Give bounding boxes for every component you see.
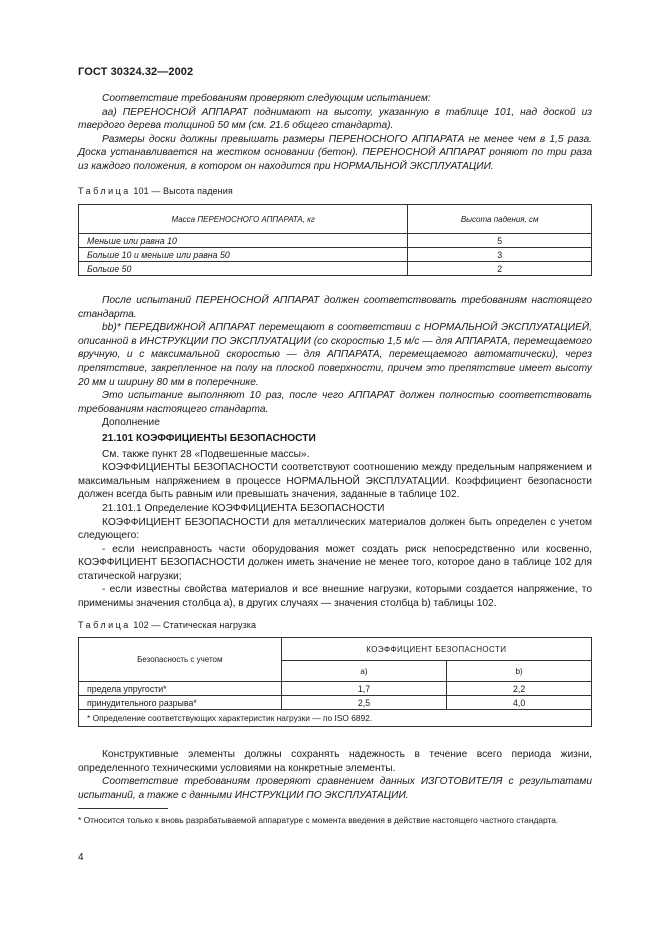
table-102-caption (78, 620, 256, 630)
footnote-separator (78, 808, 168, 809)
table-row (79, 234, 592, 248)
paragraph: аа) ПЕРЕНОСНОЙ АППАРАТ поднимают на высоту, указанную в таблице 101, над доской из твердого дерева толщиной 50 мм (см. 21.6 общего стандарта). (78, 106, 592, 132)
table-cell: Меньше или равна 10 (79, 234, 408, 248)
table-cell: 2,5 (281, 696, 447, 710)
table-note-row (79, 710, 592, 727)
table-cell: Больше 10 и меньше или равна 50 (79, 248, 408, 262)
table-row (79, 682, 592, 696)
table-header-row (79, 205, 592, 234)
test-method-section (78, 92, 592, 174)
table-row (79, 696, 592, 710)
column-group-header: КОЭФФИЦИЕНТ БЕЗОПАСНОСТИ (281, 638, 591, 661)
table-101 (78, 204, 592, 276)
paragraph: Соответствие требованиям проверяют следующим испытанием: (102, 93, 431, 104)
paragraph: 21.101.1 Определение КОЭФФИЦИЕНТА БЕЗОПАСНОСТИ (102, 502, 385, 514)
table-header-row (79, 638, 592, 661)
table-cell: 2 (408, 262, 592, 276)
table-cell: Больше 50 (79, 262, 408, 276)
paragraph: - если известны свойства материалов и все внешние нагрузки, которыми создается напряжение, то применимы значения столбца а), в других случаях — значения столбца b) таблицы 102. (78, 584, 592, 610)
table-cell: 5 (408, 234, 592, 248)
paragraph: Конструктивные элементы должны сохранять надежность в течение всего периода жизни, определенного техническими условиями на конкретные элементы. (78, 749, 592, 774)
table-caption-text: 101 — Высота падения (133, 186, 233, 196)
safety-factors-section (78, 294, 592, 611)
table-cell: 2,2 (447, 682, 592, 696)
footnote: * Относится только к вновь разрабатываемой аппаратуре с момента введения в действие настоящего частного стандарта. (78, 815, 559, 825)
column-header: Высота падения, см (408, 205, 592, 234)
paragraph: - если неисправность части оборудования может создать риск непосредственно или косвенно, КОЭФФИЦИЕНТ БЕЗОПАСНОСТИ должен иметь значение не менее того, которое дано в таблице 102 для статической нагрузки; (78, 543, 592, 582)
column-header: b) (447, 661, 592, 682)
section-heading: 21.101 КОЭФФИЦИЕНТЫ БЕЗОПАСНОСТИ (102, 432, 316, 444)
column-header: a) (281, 661, 447, 682)
column-header: Масса ПЕРЕНОСНОГО АППАРАТА, кг (79, 205, 408, 234)
table-cell: 4,0 (447, 696, 592, 710)
table-caption-text: 102 — Статическая нагрузка (133, 620, 257, 630)
table-cell: 1,7 (281, 682, 447, 696)
paragraph: Размеры доски должны превышать размеры ПЕРЕНОСНОГО АППАРАТА не менее чем в 1,5 раза. Доска устанавливается на жестком основании (бетон). ПЕРЕНОСНОЙ АППАРАТ роняют по три раза из каждого положения, в котором он находится при НОРМАЛЬНОЙ ЭКСПЛУАТАЦИИ. (78, 133, 592, 172)
conclusion-section (78, 748, 592, 802)
column-header: Безопасность с учетом (79, 638, 282, 682)
table-cell: 3 (408, 248, 592, 262)
paragraph: См. также пункт 28 «Подвешенные массы». (102, 448, 310, 460)
table-row (79, 262, 592, 276)
paragraph: КОЭФФИЦИЕНТ БЕЗОПАСНОСТИ для металлических материалов должен быть определен с учетом следующего: (78, 516, 592, 542)
paragraph: bb)* ПЕРЕДВИЖНОЙ АППАРАТ перемещают в соответствии с НОРМАЛЬНОЙ ЭКСПЛУАТАЦИЕЙ, описанной в ИНСТРУКЦИИ ПО ЭКСПЛУАТАЦИИ (со скоростью 1,5 м/с — для АППАРАТА, перемещаемого вручную, и с максимальной скоростью — для АППАРАТА, перемещаемого автоматически), через препятствие, закрепленное на полу на плоской поверхности, причем это препятствие имеет высоту 20 мм и ширину 80 мм в поперечнике. (78, 322, 592, 388)
paragraph: Соответствие требованиям проверяют сравнением данных ИЗГОТОВИТЕЛЯ с результатами испытаний, а также с данными ИНСТРУКЦИИ ПО ЭКСПЛУАТАЦИИ. (78, 776, 592, 801)
table-101-caption (78, 186, 233, 196)
table-102 (78, 637, 592, 727)
paragraph: Это испытание выполняют 10 раз, после чего АППАРАТ должен полностью соответствовать требованиям настоящего стандарта. (78, 390, 592, 415)
table-note: * Определение соответствующих характеристик нагрузки — по ISO 6892. (79, 710, 592, 727)
document-header: ГОСТ 30324.32—2002 (78, 66, 194, 78)
paragraph: КОЭФФИЦИЕНТЫ БЕЗОПАСНОСТИ соответствуют соотношению между предельным напряжением и максимальным напряжением в процессе НОРМАЛЬНОЙ ЭКСПЛУАТАЦИИ. Коэффициент безопасности должен всегда быть равным или превышать значения, заданные в таблице 102. (78, 462, 592, 501)
table-caption-prefix: Таблица (78, 620, 131, 630)
paragraph: После испытаний ПЕРЕНОСНОЙ АППАРАТ должен соответствовать требованиям настоящего стандарта. (78, 295, 592, 320)
table-cell: принудительного разрыва* (79, 696, 282, 710)
page-number: 4 (78, 852, 84, 863)
table-cell: предела упругости* (79, 682, 282, 696)
table-row (79, 248, 592, 262)
table-caption-prefix: Таблица (78, 186, 131, 196)
paragraph: Дополнение (102, 417, 160, 429)
